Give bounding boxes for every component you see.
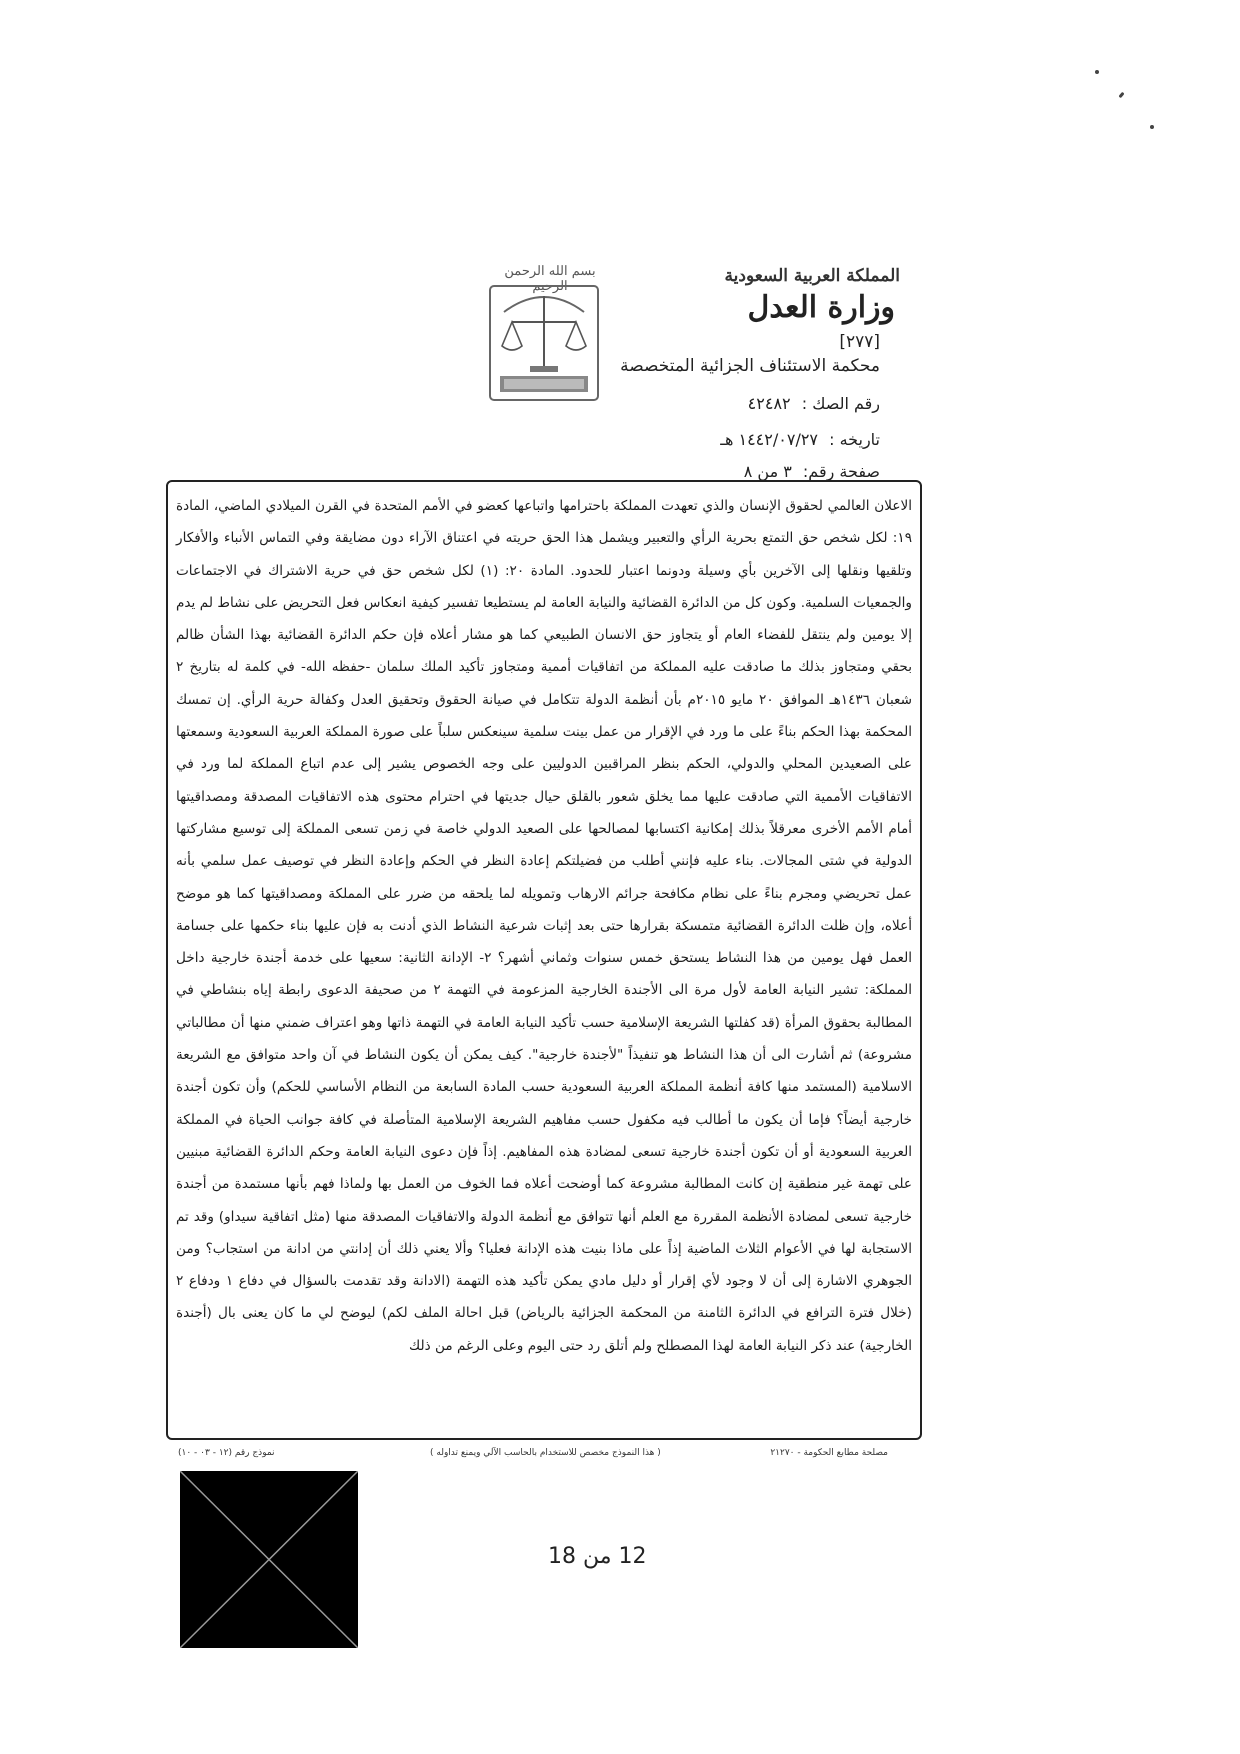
scan-speck	[1095, 70, 1099, 74]
date-line	[720, 430, 880, 449]
instrument-label: رقم الصك :	[801, 394, 880, 413]
form-number: نموذج رقم (١٢ - ٠٣ - ١٠)	[178, 1448, 275, 1458]
document-body: الاعلان العالمي لحقوق الإنسان والذي تعهدت المملكة باحترامها واتباعها كعضو في الأمم المتحدة في القرن الميلادي الماضي، المادة ١٩: لكل شخص حق التمتع بحرية الرأي والتعبير ويشمل هذا الحق حريته في اعتناق الآراء دون مضايقة وفي التماس الأنباء والأفكار وتلقيها ونقلها إلى الآخرين بأي وسيلة ودونما اعتبار للحدود. المادة ٢٠: (١) لكل شخص حق في حرية الاشتراك في الاجتماعات والجمعيات السلمية. وكون كل من الدائرة القضائية والنيابة العامة لم يستطيعا تفسير كيفية انعكاس فعل التحريض على نشاط لم يدم إلا يومين ولم ينتقل للفضاء العام أو يتجاوز حق الانسان الطبيعي كما هو مشار أعلاه فإن حكم الدائرة القضائية بهذا الشأن ظالم بحقي ومتجاوز بذلك ما صادقت عليه المملكة من اتفاقيات أممية ومتجاوز تأكيد الملك سلمان -حفظه الله- في كلمة له بتاريخ ٢ شعبان ١٤٣٦هـ الموافق ٢٠ مايو ٢٠١٥م بأن أنظمة الدولة تتكامل في صيانة الحقوق وتحقيق العدل وكفالة حرية الرأي. إن تمسك المحكمة بهذا الحكم بناءً على ما ورد في الإقرار من عمل بينت سلمية سينعكس سلباً على صورة المملكة العربية السعودية وسمعتها على الصعيدين المحلي والدولي، الحكم بنظر المراقبين الدوليين على وجه الخصوص يشير إلى عدم اتباع المملكة لما ورد في الاتفاقيات الأممية التي صادقت عليها مما يخلق شعور بالقلق حيال جديتها في احترام محتوى هذه الاتفاقيات المصدقة ومصداقيتها أمام الأمم الأخرى معرقلاً بذلك إمكانية اكتسابها لمصالحها على الصعيد الدولي خاصة في زمن تسعى المملكة إلى توسيع مشاركتها الدولية في شتى المجالات. بناء عليه فإنني أطلب من فضيلتكم إعادة النظر في الحكم وإعادة النظر في توصيف عمل سلمي بأنه عمل تحريضي ومجرم بناءً على نظام مكافحة جرائم الارهاب وتمويله لما يلحقه من ضرر على المملكة ومصداقيتها كما هو موضح أعلاه، وإن ظلت الدائرة القضائية متمسكة بقرارها حتى بعد إثبات شرعية النشاط الذي أدنت به فإن عليها بناء حكمها على جسامة العمل فهل يومين من هذا النشاط يستحق خمس سنوات وثماني أشهر؟ ٢- الإدانة الثانية: سعيها على خدمة أجندة خارجية داخل المملكة: تشير النيابة العامة لأول مرة الى الأجندة الخارجية المزعومة في التهمة ٢ من صحيفة الدعوى رابطة إياه بنشاطي في المطالبة بحقوق المرأة (قد كفلتها الشريعة الإسلامية حسب تأكيد النيابة العامة في التهمة ذاتها وهو اعتراف ضمني منها أن مطالباتي مشروعة) ثم أشارت الى أن هذا النشاط هو تنفيذاً "لأجندة خارجية". كيف يمكن أن يكون النشاط في آن واحد متوافق مع الشريعة الاسلامية (المستمد منها كافة أنظمة المملكة العربية السعودية حسب المادة السابعة من النظام الأساسي للحكم) وأن تكون أجندة خارجية أيضاً؟ فإما أن يكون ما أطالب فيه مكفول حسب مفاهيم الشريعة الإسلامية المتأصلة في كافة جوانب الحياة في المملكة العربية السعودية أو أن تكون أجندة خارجية تسعى لمضادة هذه المفاهيم. إذاً فإن دعوى النيابة العامة وحكم الدائرة القضائية مبنيين على تهمة غير منطقية إن كانت المطالبة مشروعة كما أوضحت أعلاه فما الخوف من العمل بها ولماذا فهم بأنها مستمدة من أجندة خارجية تسعى لمضادة الأنظمة المقررة مع العلم أنها تتوافق مع أنظمة الدولة والاتفاقيات المصدقة منها (مثل اتفاقية سيداو) وقد تم الاستجابة لها في الأعوام الثلاث الماضية إذاً على ماذا بنيت هذه الإدانة فعليا؟ وألا يعني ذلك أن إدانتي من ادانة من استجاب؟ ومن الجوهري الاشارة إلى أن لا وجود لأي إقرار أو دليل مادي يمكن تأكيد هذه التهمة (الادانة وقد تقدمت بالسؤال في دفاع ١ ودفاع ٢ (خلال فترة الترافع في الدائرة الثامنة من المحكمة الجزائية بالرياض) قبل احالة الملف لكم) ليوضح لي ما كان يعنى بال (أجندة الخارجية) عند ذكر النيابة العامة لهذا المصطلح ولم أتلق رد حتى اليوم وعلى الرغم من ذلك	[176, 498, 913, 1354]
scan-speck	[1150, 125, 1154, 129]
page-counter: 12 من 18	[548, 1544, 647, 1569]
page-number-line	[744, 462, 880, 481]
date-value: ١٤٤٢/٠٧/٢٧ هـ	[720, 430, 819, 449]
court-name: محكمة الاستئناف الجزائية المتخصصة	[620, 356, 880, 376]
reference-number: [٢٧٧]	[839, 332, 880, 352]
basmala: بسم الله الرحمن الرحيم	[504, 264, 596, 294]
instrument-number-line	[748, 394, 880, 413]
kingdom-title: المملكة العربية السعودية	[724, 266, 900, 286]
form-usage-note: ( هذا النموذج مخصص للاستخدام بالحاسب الآلي ويمنع تداوله )	[430, 1448, 661, 1458]
redaction-box	[180, 1471, 358, 1648]
page-value: ٣ من ٨	[743, 462, 792, 481]
instrument-value: ٤٢٤٨٢	[747, 394, 791, 413]
date-label: تاريخه :	[829, 430, 880, 449]
ministry-title: وزارة العدل	[747, 290, 895, 325]
printer-credit: مصلحة مطابع الحكومة - ٢١٢٧٠	[770, 1448, 888, 1458]
page-label: صفحة رقم:	[802, 462, 880, 481]
scan-speck	[1118, 92, 1124, 99]
ministry-emblem-icon	[486, 282, 602, 404]
